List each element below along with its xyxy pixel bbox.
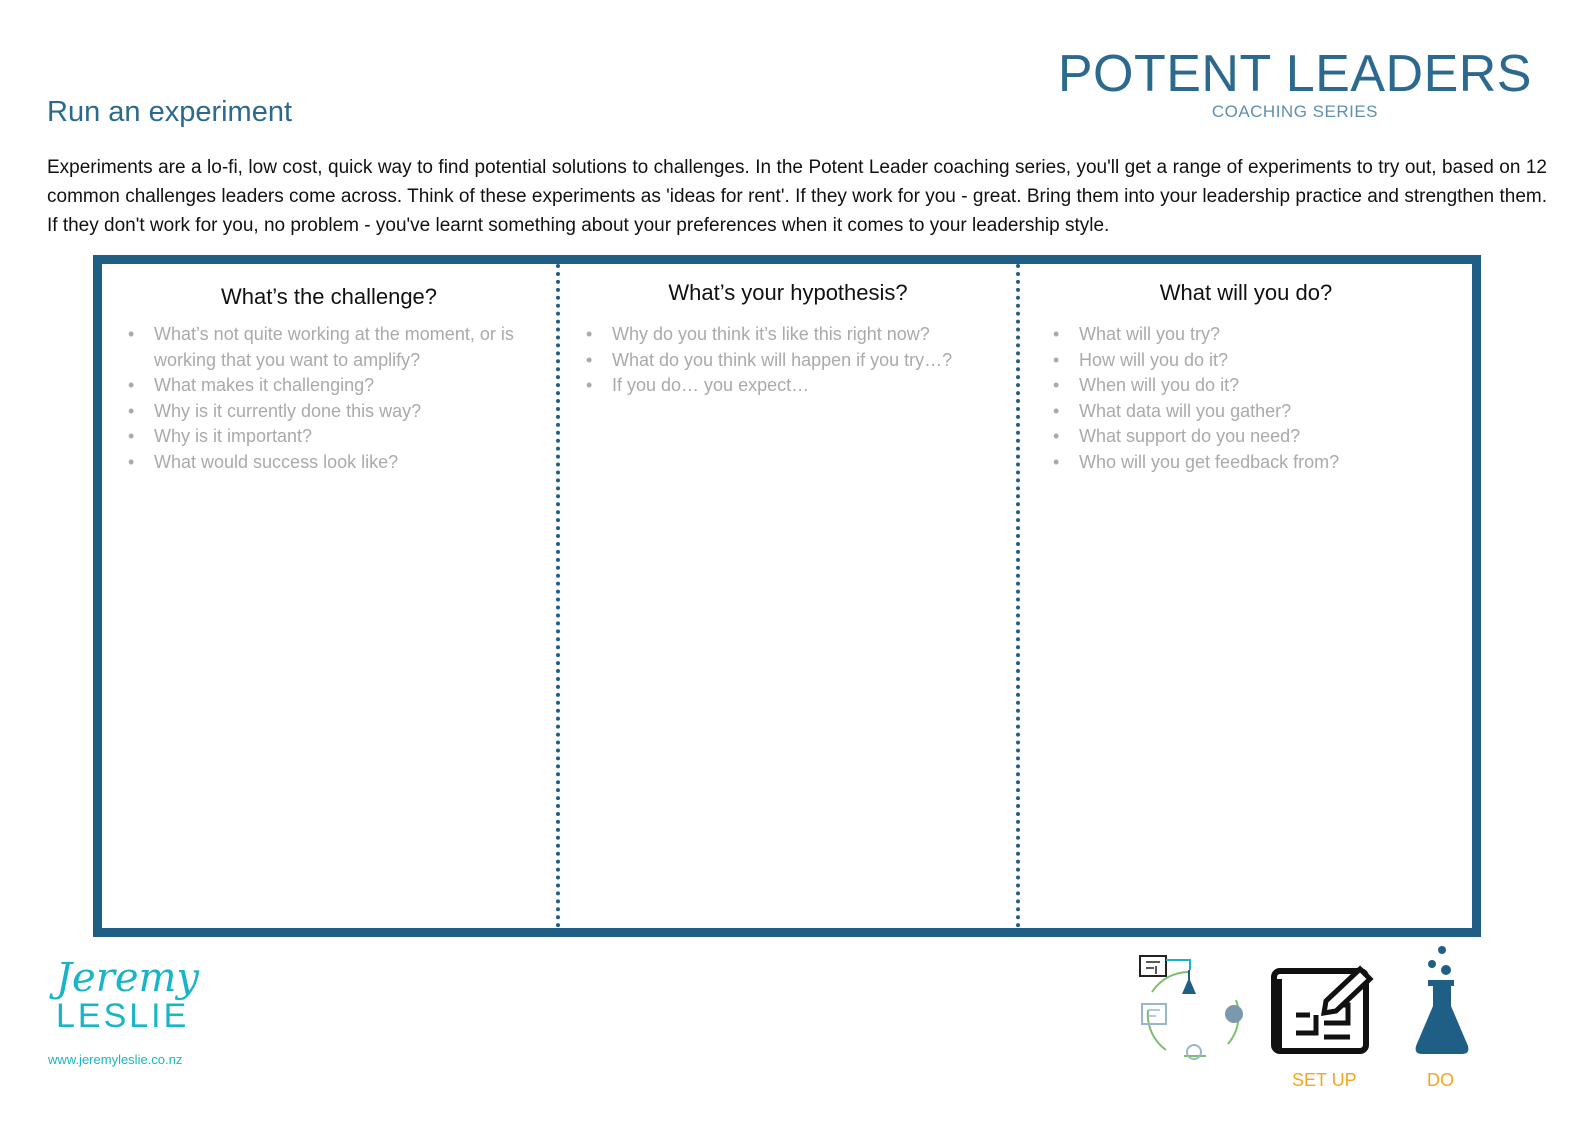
- bullet: •: [1053, 400, 1060, 421]
- column-hypothesis: [556, 264, 1016, 928]
- prompt-text: Who will you get feedback from?: [1079, 451, 1340, 472]
- prompt-text: Why do you think it’s like this right now?: [612, 324, 930, 344]
- prompt-text: What will you try?: [1079, 324, 1221, 344]
- prompt-item: [1053, 399, 1462, 425]
- prompt-text: What do you think will happen if you try…?: [612, 349, 953, 370]
- prompt-text: What makes it challenging?: [154, 375, 375, 395]
- page-title: Run an experiment: [47, 96, 293, 128]
- prompt-item: [1053, 322, 1462, 348]
- prompt-item: [1053, 348, 1462, 374]
- column-challenge: [102, 264, 556, 928]
- prompt-item: [128, 424, 542, 450]
- prompt-text: If you do… you expect…: [612, 375, 810, 395]
- prompt-text: Why is it currently done this way?: [154, 400, 422, 421]
- stage-label-setup: SET UP: [1292, 1070, 1357, 1090]
- bullet: •: [1053, 375, 1060, 395]
- prompt-item: [128, 322, 542, 373]
- prompt-item: [586, 348, 1006, 374]
- bullet: •: [128, 324, 135, 344]
- stage-label-do: DO: [1427, 1070, 1454, 1090]
- column-heading: What’s your hypothesis?: [668, 280, 908, 305]
- bullet: •: [1053, 426, 1060, 446]
- column-heading: What’s the challenge?: [220, 284, 438, 309]
- prompt-list: [128, 322, 542, 475]
- prompt-item: [586, 373, 1006, 399]
- blueprint-pencil-icon: [1268, 963, 1376, 1057]
- column-heading: What will you do?: [1159, 280, 1333, 305]
- prompt-item: [1053, 373, 1462, 399]
- prompt-item: [128, 373, 542, 399]
- prompt-text: What would success look like?: [154, 451, 399, 472]
- jeremy-leslie-logo: [46, 955, 206, 1035]
- bullet: •: [128, 400, 135, 421]
- brand-subtitle: COACHING SERIES: [1211, 102, 1379, 121]
- brand-title: POTENT LEADERS: [1057, 45, 1532, 103]
- logo-script: Jeremy: [56, 955, 200, 1001]
- prompt-text: What support do you need?: [1079, 426, 1301, 446]
- prompt-list: [586, 322, 1006, 399]
- prompt-item: [1053, 424, 1462, 450]
- intro-paragraph: Experiments are a lo-fi, low cost, quick way to find potential solutions to challenges. In the Potent Leader coaching series, you'll get a range of experiments to try out, based on 12 common challenges leaders come across. Think of these experiments as 'ideas for rent'. If they work for you - great. Bring them into your leadership practice and strengthen them. If they don't work for you, no problem - you've learnt something about your preferences when it comes to your leadership style.: [47, 157, 1547, 236]
- prompt-item: [128, 450, 542, 476]
- prompt-text: When will you do it?: [1079, 375, 1240, 395]
- prompt-item: [1053, 450, 1462, 476]
- prompt-item: [586, 322, 1006, 348]
- bullet: •: [128, 451, 135, 472]
- logo-name: LESLIE: [56, 997, 190, 1035]
- bullet: •: [586, 349, 593, 370]
- bullet: •: [128, 375, 135, 395]
- website-url: www.jeremyleslie.co.nz: [48, 1052, 183, 1067]
- flask-icon: [1412, 942, 1472, 1058]
- bullet: •: [128, 426, 135, 446]
- experiment-board: [93, 255, 1481, 937]
- prompt-list: [1053, 322, 1462, 475]
- prompt-text: Why is it important?: [154, 426, 313, 446]
- bullet: •: [1053, 451, 1060, 472]
- prompt-text: What data will you gather?: [1079, 400, 1292, 421]
- prompt-text: How will you do it?: [1079, 349, 1229, 370]
- experiment-cycle-icon: [1136, 952, 1252, 1068]
- bullet: •: [586, 375, 593, 395]
- prompt-text: What’s not quite working at the moment, or is working that you want to amplify?: [154, 324, 514, 370]
- bullet: •: [1053, 349, 1060, 370]
- prompt-item: [128, 399, 542, 425]
- bullet: •: [586, 324, 593, 344]
- bullet: •: [1053, 324, 1060, 344]
- column-action: [1016, 264, 1472, 928]
- brand-header: [1057, 45, 1532, 122]
